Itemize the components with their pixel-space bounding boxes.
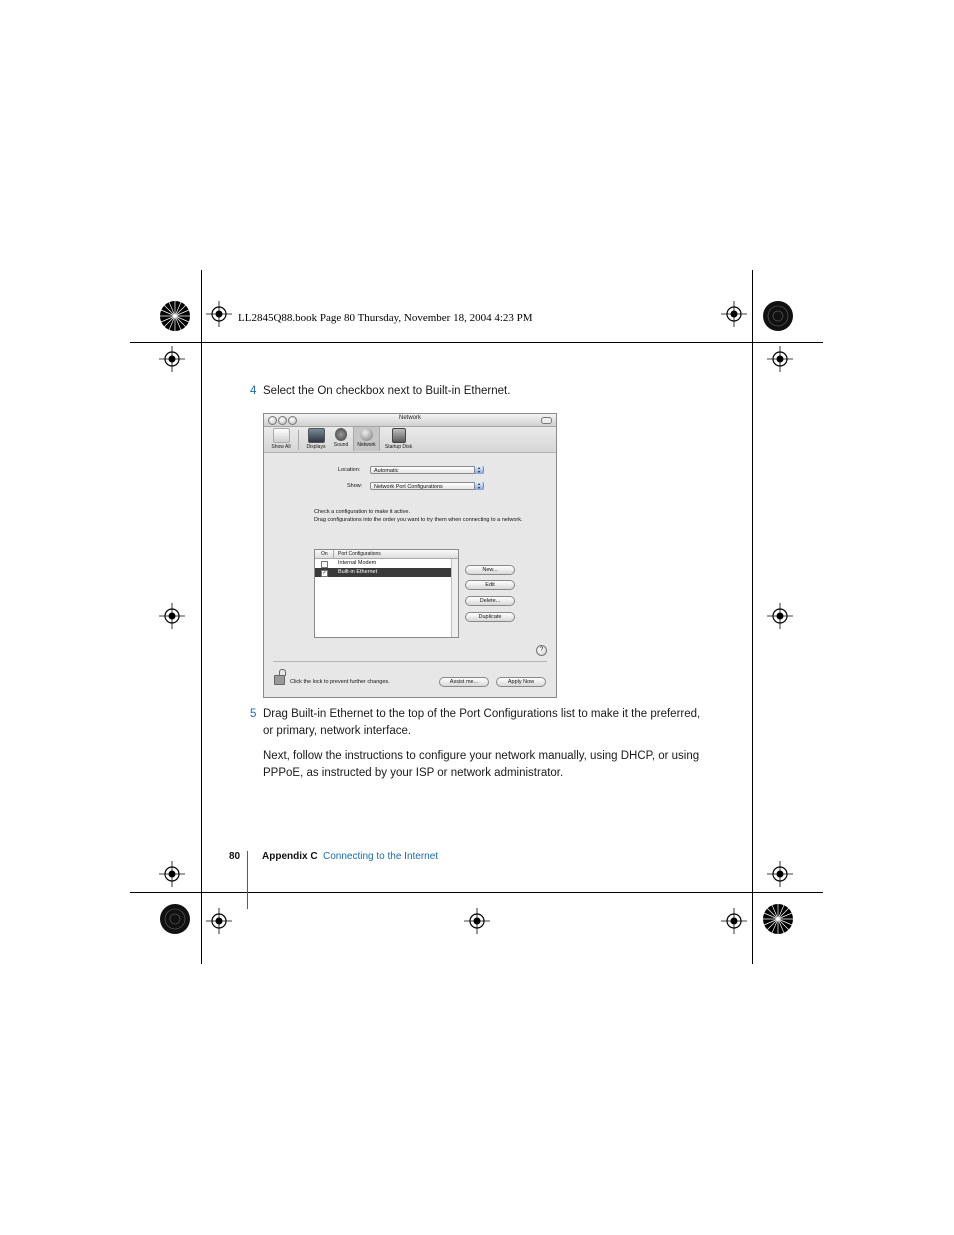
step-text: Drag Built-in Ethernet to the top of the Port Configurations list to make it the preferred, or primary, network interface.	[263, 708, 701, 737]
instructions	[314, 508, 524, 524]
column-header-on[interactable]: On	[321, 551, 328, 557]
delete-button[interactable]: Delete...	[465, 596, 515, 606]
lock-text: Click the lock to prevent further changes.	[290, 679, 390, 685]
toolbar-label: Show All	[271, 444, 291, 450]
divider	[273, 661, 547, 662]
chapter-title: Connecting to the Internet	[323, 851, 439, 862]
toolbar-sound[interactable]	[331, 428, 351, 448]
starburst-target-icon	[159, 903, 191, 935]
appendix-label: Appendix C	[262, 851, 318, 862]
trim-line	[130, 342, 823, 343]
location-value: Automatic	[374, 468, 399, 474]
list-item[interactable]	[315, 568, 451, 577]
toolbar-separator	[298, 430, 299, 450]
network-preferences-window	[263, 413, 557, 698]
chevron-updown-icon: ▴ ▾	[474, 466, 483, 474]
duplicate-button[interactable]: Duplicate	[465, 612, 515, 622]
starburst-target-icon	[159, 300, 191, 332]
registration-mark-icon	[464, 908, 490, 934]
registration-mark-icon	[159, 861, 185, 887]
footer-rule	[247, 851, 248, 909]
column-header-port-configurations[interactable]: Port Configurations	[338, 551, 381, 557]
registration-mark-icon	[159, 346, 185, 372]
instruction-line: Drag configurations into the order you want to try them when connecting to a network.	[314, 517, 523, 523]
toolbar-label: Sound	[333, 442, 349, 448]
lock-icon[interactable]	[274, 675, 285, 685]
scrollbar[interactable]	[451, 559, 458, 637]
speaker-icon	[335, 428, 347, 441]
starburst-target-icon	[762, 300, 794, 332]
toolbar-label: Startup Disk	[384, 444, 413, 450]
next-paragraph: Next, follow the instructions to configure your network manually, using DHCP, or using PPPoE, as instructed by your ISP or network administrator.	[263, 750, 700, 779]
location-label: Location:	[338, 467, 361, 473]
trim-line	[130, 892, 823, 893]
assist-me-button[interactable]: Assist me...	[439, 677, 489, 687]
registration-mark-icon	[721, 908, 747, 934]
port-configurations-list[interactable]	[314, 549, 459, 638]
help-button[interactable]: ?	[536, 645, 547, 656]
location-popup[interactable]	[370, 466, 484, 474]
page-number: 80	[229, 851, 241, 862]
starburst-target-icon	[762, 903, 794, 935]
step-4	[250, 383, 720, 400]
toolbar-label: Displays	[306, 444, 326, 450]
step-5	[250, 706, 720, 740]
registration-mark-icon	[721, 301, 747, 327]
network-globe-icon	[360, 428, 373, 441]
show-label: Show:	[347, 483, 363, 489]
toolbar-show-all[interactable]	[268, 428, 294, 450]
disk-icon	[392, 428, 406, 443]
show-value: Network Port Configurations	[374, 484, 443, 490]
registration-mark-icon	[159, 603, 185, 629]
on-checkbox[interactable]: ✓	[322, 570, 327, 576]
registration-mark-icon	[767, 346, 793, 372]
column-separator	[333, 550, 334, 558]
list-item[interactable]	[315, 559, 451, 568]
toolbar-startup-disk[interactable]	[381, 428, 416, 450]
edit-button[interactable]: Edit	[465, 580, 515, 590]
show-popup[interactable]	[370, 482, 484, 490]
print-slug: LL2845Q88.book Page 80 Thursday, November 18, 2004 4:23 PM	[238, 312, 533, 324]
step-text: Select the On checkbox next to Built-in Ethernet.	[263, 385, 511, 397]
on-checkbox[interactable]	[321, 561, 328, 568]
port-name: Built-in Ethernet	[338, 569, 378, 575]
registration-mark-icon	[767, 603, 793, 629]
toolbar-network[interactable]	[353, 427, 380, 451]
apple-icon	[273, 428, 290, 443]
toolbar-label: Network	[357, 442, 376, 448]
instruction-line: Check a configuration to make it active.	[314, 509, 410, 515]
window-title: Network	[398, 415, 421, 421]
chevron-updown-icon: ▴ ▾	[474, 482, 483, 490]
registration-mark-icon	[206, 301, 232, 327]
trim-line	[752, 270, 753, 964]
apply-now-button[interactable]: Apply Now	[496, 677, 546, 687]
trim-line	[201, 270, 202, 964]
port-name: Internal Modem	[338, 560, 377, 566]
registration-mark-icon	[206, 908, 232, 934]
title-bar	[264, 414, 556, 427]
display-icon	[308, 428, 325, 443]
registration-mark-icon	[767, 861, 793, 887]
toolbar-displays[interactable]	[303, 428, 329, 450]
toolbar	[264, 427, 556, 453]
new-button[interactable]: New...	[465, 565, 515, 575]
toolbar-toggle-icon[interactable]	[541, 417, 552, 424]
list-header	[315, 550, 458, 559]
step-number: 4	[250, 385, 257, 397]
step-number: 5	[250, 708, 257, 720]
